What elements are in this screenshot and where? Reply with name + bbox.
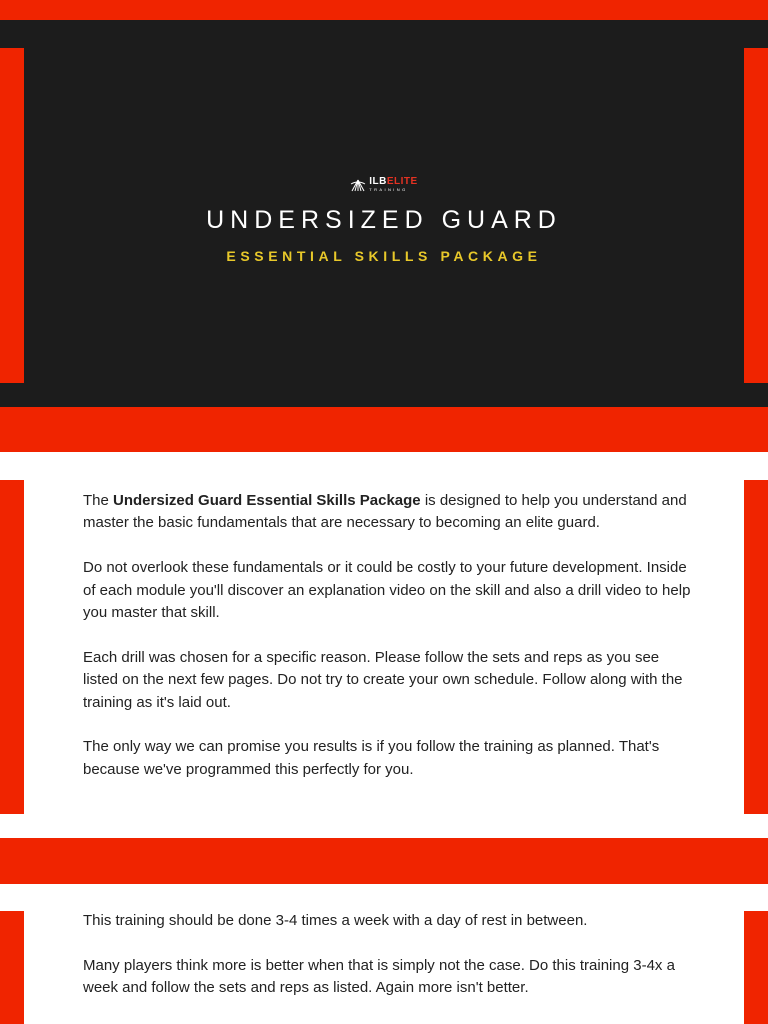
intro-p1-bold: Undersized Guard Essential Skills Package — [113, 492, 421, 509]
schedule-paragraph-1: This training should be done 3-4 times a week with a day of rest in between. — [83, 912, 588, 929]
logo-wordmark — [369, 177, 417, 192]
schedule-right-red-bar — [744, 911, 768, 1024]
intro-p1-prefix: The — [83, 492, 114, 509]
intro-paragraph-3: Each drill was chosen for a specific reason. Please follow the sets and reps as you see listed on the next few pages. Do not try to create your own schedule. Follow along with the training as it's laid out. — [83, 648, 683, 711]
mid-red-band — [0, 838, 768, 884]
brand-logo — [0, 177, 768, 192]
page-subtitle: ESSENTIAL SKILLS PACKAGE — [226, 248, 542, 264]
intro-copy — [83, 490, 693, 804]
page-title: UNDERSIZED GUARD — [206, 206, 562, 234]
logo-wordmark-left: ILB — [369, 176, 387, 187]
schedule-copy — [83, 910, 693, 1022]
intro-paragraph-1 — [83, 490, 693, 535]
schedule-left-red-bar — [0, 911, 24, 1024]
basketball-icon — [350, 178, 366, 192]
intro-p1-suffix: is designed to help you understand and master the basic fundamentals that are necessary to becoming an elite guard. — [83, 492, 687, 532]
intro-left-red-bar — [0, 480, 24, 814]
schedule-paragraph-2: Many players think more is better when that is simply not the case. Do this training 3-4x a week and follow the sets and reps as listed. Again more isn't better. — [83, 956, 675, 997]
hero-bottom-red-band — [0, 407, 768, 452]
logo-tagline: TRAINING — [369, 187, 408, 192]
top-red-band — [0, 0, 768, 20]
intro-paragraph-2: Do not overlook these fundamentals or it could be costly to your future development. Inside of each module you'll discover an explanation video on the skill and also a drill video to help you master that skill. — [83, 559, 691, 622]
intro-right-red-bar — [744, 480, 768, 814]
intro-paragraph-4: The only way we can promise you results is if you follow the training as planned. That's because we've programmed this perfectly for you. — [83, 738, 660, 778]
logo-wordmark-right: ELITE — [386, 176, 418, 187]
